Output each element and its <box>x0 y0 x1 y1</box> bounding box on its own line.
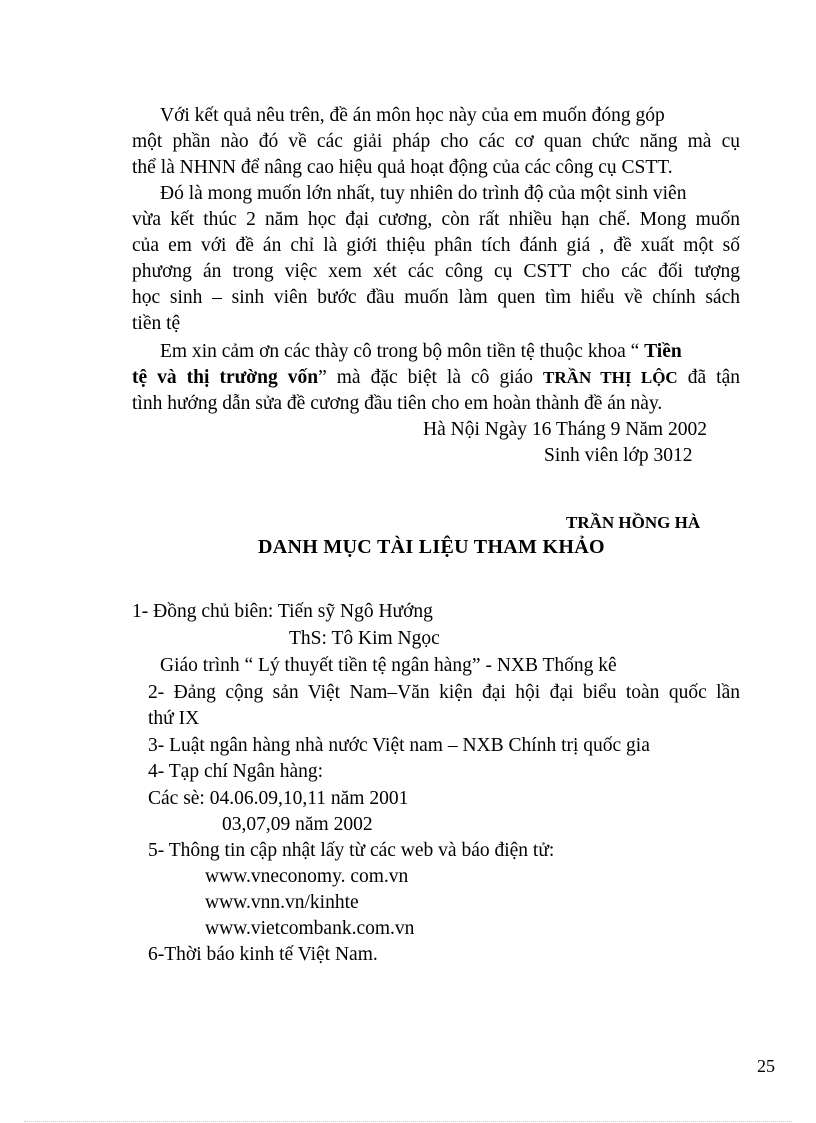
teacher-name: TRẦN THỊ LỘC <box>543 368 678 387</box>
para1-line-1: Với kết quả nêu trên, đề án môn học này của em muốn đóng góp <box>160 105 665 126</box>
para3-text: Em xin cảm ơn các thày cô trong bộ môn tiền tệ thuộc khoa “ <box>160 341 645 362</box>
page-number: 25 <box>757 1056 775 1076</box>
reference-url: www.vnn.vn/kinhte <box>205 892 359 913</box>
para1-line-3: thể là NHNN để nâng cao hiệu quả hoạt động của các công cụ CSTT. <box>132 157 673 178</box>
reference-url: www.vietcombank.com.vn <box>205 918 415 939</box>
para3-line-3: tình hướng dẫn sửa đề cương đầu tiên cho em hoàn thành đề án này. <box>132 393 663 414</box>
para3-text: đã tận <box>677 367 740 388</box>
para3-line-1 <box>160 339 682 365</box>
reference-item: 4- Tạp chí Ngân hàng: <box>148 761 324 782</box>
reference-item: Giáo trình “ Lý thuyết tiền tệ ngân hàng” - NXB Thống kê <box>160 655 617 676</box>
para2-line-1: Đó là mong muốn lớn nhất, tuy nhiên do trình độ của một sinh viên <box>160 183 687 204</box>
para2-line-5: học sinh – sinh viên bước đầu muốn làm quen tìm hiểu về chính sách <box>132 287 740 308</box>
para3-line-2 <box>132 365 740 391</box>
reference-item: 3- Luật ngân hàng nhà nước Việt nam – NXB Chính trị quốc gia <box>148 735 650 756</box>
faculty-name-part1: Tiền <box>644 341 682 362</box>
reference-item: thứ IX <box>148 708 200 729</box>
reference-item: Các sè: 04.06.09,10,11 năm 2001 <box>148 788 409 809</box>
para1-line-2: một phần nào đó về các giải pháp cho các cơ quan chức năng mà cụ <box>132 131 740 152</box>
reference-url: www.vneconomy. com.vn <box>205 866 409 887</box>
reference-item: 1- Đồng chủ biên: Tiến sỹ Ngô Hướng <box>132 601 433 622</box>
para2-line-4: phương án trong việc xem xét các công cụ CSTT cho các đối tượng <box>132 261 740 282</box>
references-title: DANH MỤC TÀI LIỆU THAM KHẢO <box>258 536 605 558</box>
signature-name: TRẦN HỒNG HÀ <box>566 513 701 532</box>
reference-item: 03,07,09 năm 2002 <box>222 814 373 835</box>
page-bottom-divider <box>24 1121 792 1122</box>
reference-item: ThS: Tô Kim Ngọc <box>289 628 440 649</box>
para2-line-2: vừa kết thúc 2 năm học đại cương, còn rất nhiều hạn chế. Mong muốn <box>132 209 740 230</box>
faculty-name-part2: tệ và thị trường vốn <box>132 367 319 388</box>
reference-item: 6-Thời báo kinh tế Việt Nam. <box>148 944 378 965</box>
reference-item: 2- Đảng cộng sản Việt Nam–Văn kiện đại hội đại biểu toàn quốc lần <box>148 682 740 703</box>
para3-text: ” mà đặc biệt là cô giáo <box>318 367 544 388</box>
para2-line-6: tiền tệ <box>132 313 181 334</box>
reference-item: 5- Thông tin cập nhật lấy từ các web và báo điện tử: <box>148 840 555 861</box>
signature-class: Sinh viên lớp 3012 <box>544 445 693 466</box>
para2-line-3: của em với đề án chỉ là giới thiệu phân tích đánh giá , đề xuất một số <box>132 235 740 256</box>
signature-date: Hà Nội Ngày 16 Tháng 9 Năm 2002 <box>423 419 707 440</box>
